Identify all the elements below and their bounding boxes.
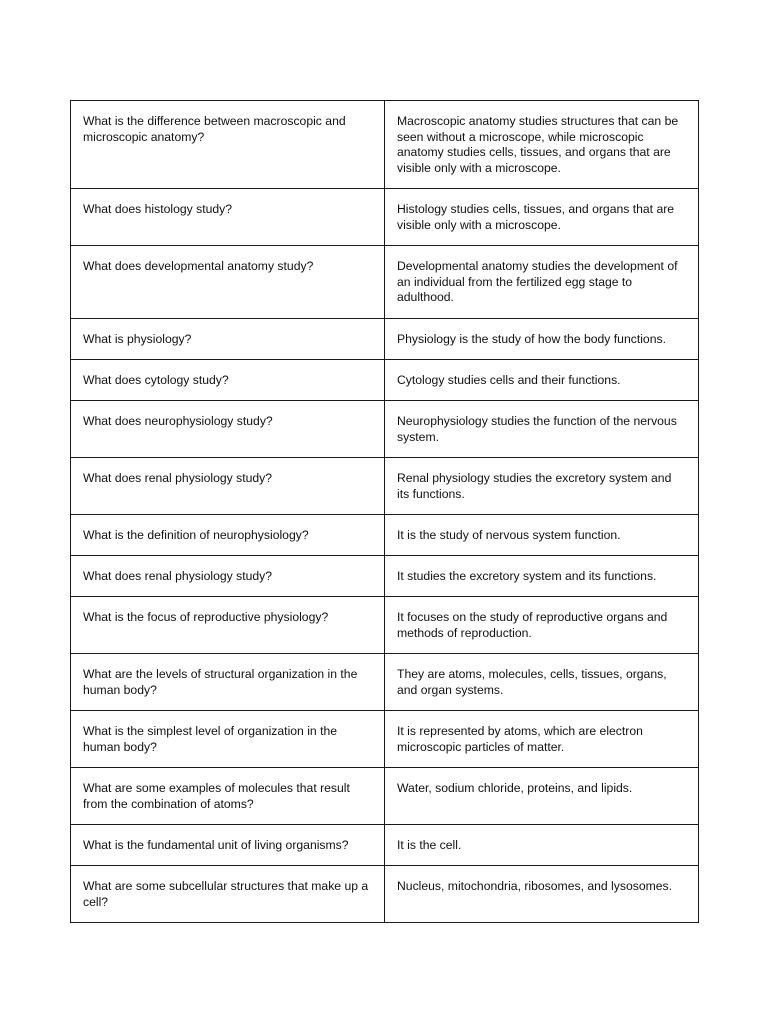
answer-cell: Histology studies cells, tissues, and organs that are visible only with a microscope. — [385, 189, 699, 246]
table-row — [71, 654, 699, 711]
table-row — [71, 711, 699, 768]
answer-cell: It is the study of nervous system function. — [385, 515, 699, 556]
question-cell: What does histology study? — [71, 189, 385, 246]
table-row — [71, 768, 699, 825]
table-row — [71, 401, 699, 458]
answer-cell: Neurophysiology studies the function of the nervous system. — [385, 401, 699, 458]
question-cell: What does cytology study? — [71, 360, 385, 401]
answer-cell: Physiology is the study of how the body functions. — [385, 319, 699, 360]
table-row — [71, 556, 699, 597]
question-cell: What is the fundamental unit of living organisms? — [71, 825, 385, 866]
table-row — [71, 866, 699, 923]
table-row — [71, 360, 699, 401]
answer-cell: Renal physiology studies the excretory system and its functions. — [385, 458, 699, 515]
question-cell: What are the levels of structural organization in the human body? — [71, 654, 385, 711]
table-row — [71, 597, 699, 654]
table-row — [71, 246, 699, 319]
question-cell: What is physiology? — [71, 319, 385, 360]
answer-cell: Developmental anatomy studies the development of an individual from the fertilized egg stage to adulthood. — [385, 246, 699, 319]
table-row — [71, 825, 699, 866]
answer-cell: It is the cell. — [385, 825, 699, 866]
answer-cell: Water, sodium chloride, proteins, and lipids. — [385, 768, 699, 825]
answer-cell: Macroscopic anatomy studies structures that can be seen without a microscope, while microscopic anatomy studies cells, tissues, and organs that are visible only with a microscope. — [385, 101, 699, 189]
answer-cell: They are atoms, molecules, cells, tissues, organs, and organ systems. — [385, 654, 699, 711]
table-row — [71, 101, 699, 189]
question-cell: What is the definition of neurophysiology? — [71, 515, 385, 556]
question-cell: What does neurophysiology study? — [71, 401, 385, 458]
answer-cell: Cytology studies cells and their functions. — [385, 360, 699, 401]
question-cell: What are some subcellular structures that make up a cell? — [71, 866, 385, 923]
question-cell: What are some examples of molecules that result from the combination of atoms? — [71, 768, 385, 825]
question-cell: What does developmental anatomy study? — [71, 246, 385, 319]
question-cell: What is the difference between macroscopic and microscopic anatomy? — [71, 101, 385, 189]
question-cell: What does renal physiology study? — [71, 458, 385, 515]
table-row — [71, 515, 699, 556]
question-cell: What is the focus of reproductive physiology? — [71, 597, 385, 654]
table-row — [71, 319, 699, 360]
question-cell: What is the simplest level of organization in the human body? — [71, 711, 385, 768]
answer-cell: Nucleus, mitochondria, ribosomes, and lysosomes. — [385, 866, 699, 923]
answer-cell: It studies the excretory system and its functions. — [385, 556, 699, 597]
table-row — [71, 458, 699, 515]
answer-cell: It is represented by atoms, which are electron microscopic particles of matter. — [385, 711, 699, 768]
table-row — [71, 189, 699, 246]
flashcard-table — [70, 100, 699, 923]
answer-cell: It focuses on the study of reproductive organs and methods of reproduction. — [385, 597, 699, 654]
question-cell: What does renal physiology study? — [71, 556, 385, 597]
